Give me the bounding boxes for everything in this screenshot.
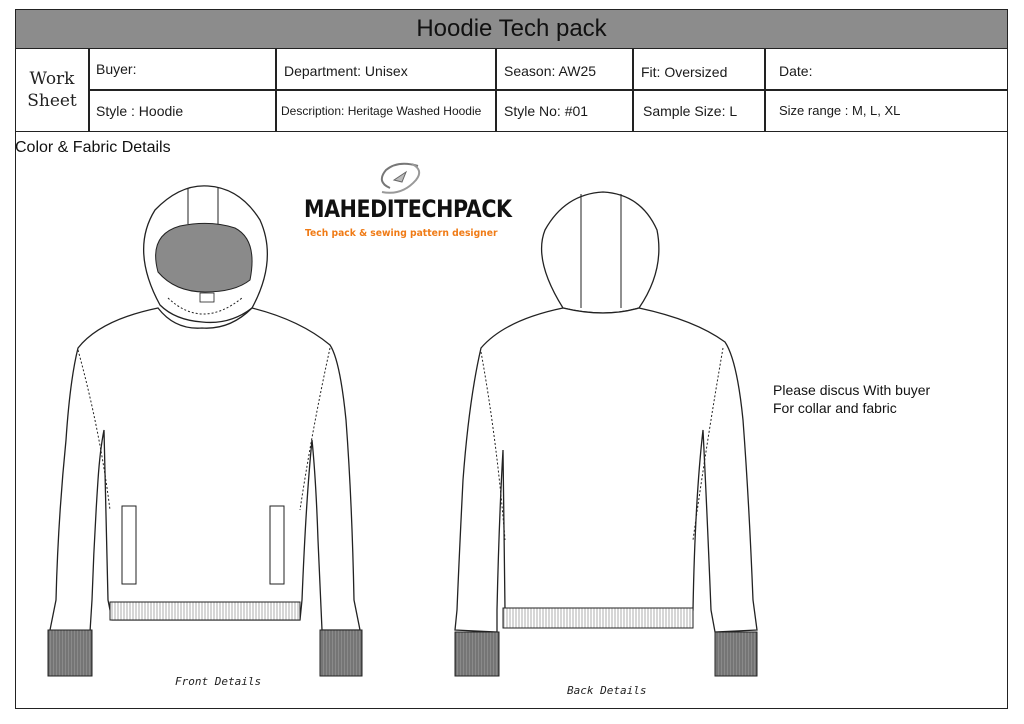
brand-tagline: Tech pack & sewing pattern designer [305,228,498,239]
hoodie-front-sketch [30,180,390,680]
back-caption: Back Details [567,684,647,697]
buyer-field: Buyer: [96,61,137,77]
brand-name: MAHEDITECHPACK [304,195,512,223]
document-title: Hoodie Tech pack [16,10,1007,49]
sample-size-field: Sample Size: L [643,102,738,119]
description-field: Description: Heritage Washed Hoodie [281,103,482,118]
worksheet-label [16,48,88,131]
worksheet-line-2: Sheet [27,90,77,111]
note-line-1: Please discus With buyer [773,382,931,398]
size-range-field: Size range : M, L, XL [779,103,901,118]
info-table [16,48,1007,132]
date-field: Date: [779,62,813,79]
buyer-note [773,381,930,417]
worksheet-line-1: Work [29,68,75,89]
hoodie-back-sketch [425,180,785,680]
style-no-field: Style No: #01 [504,102,589,119]
style-field: Style : Hoodie [96,102,184,119]
front-caption: Front Details [175,675,262,688]
section-title: Color & Fabric Details [15,139,171,156]
note-line-2: For collar and fabric [773,400,897,416]
fit-field: Fit: Oversized [641,63,728,80]
season-field: Season: AW25 [504,62,597,79]
department-field: Department: Unisex [284,62,408,79]
